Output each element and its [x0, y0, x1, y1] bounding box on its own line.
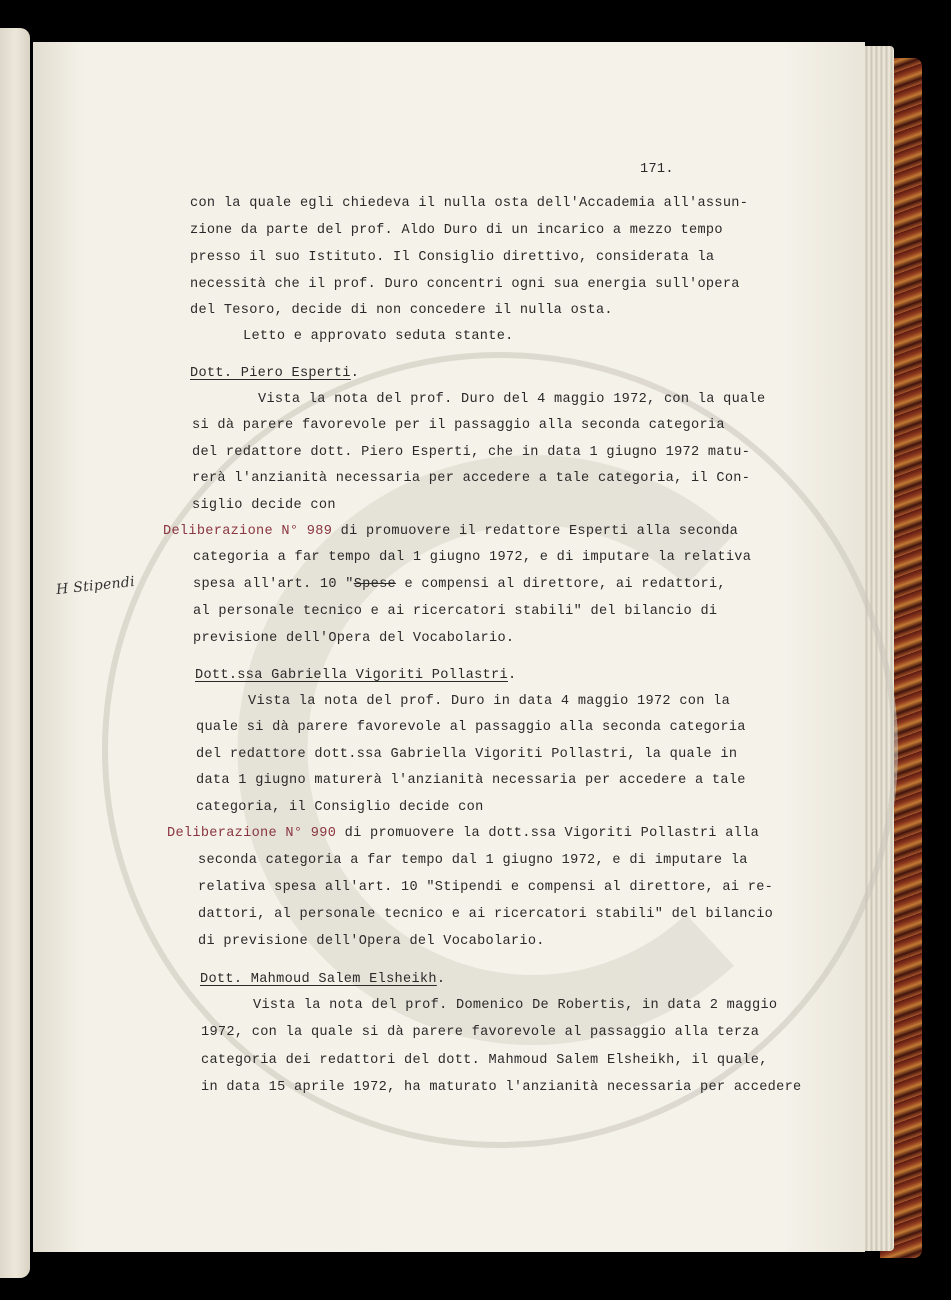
text-line: al personale tecnico e ai ricercatori stabili" del bilancio di — [193, 604, 718, 619]
text-line: siglio decide con — [192, 498, 336, 513]
page-number: 171. — [640, 162, 674, 177]
text-line: con la quale egli chiedeva il nulla osta dell'Accademia all'assun- — [190, 196, 749, 211]
text-line: di previsione dell'Opera del Vocabolario. — [198, 934, 545, 949]
deliberation-line — [163, 524, 738, 540]
text-line: in data 15 aprile 1972, ha maturato l'anzianità necessaria per accedere — [201, 1080, 802, 1095]
deliberation-text: di promuovere la dott.ssa Vigoriti Pollastri alla — [344, 826, 760, 841]
text-line: Letto e approvato seduta stante. — [243, 329, 514, 344]
text-line: categoria dei redattori del dott. Mahmoud Salem Elsheikh, il quale, — [201, 1053, 768, 1068]
deliberation-line — [167, 826, 759, 842]
deliberation-label: Deliberazione N° 990 — [167, 826, 337, 841]
section-heading-text: Dott. Piero Esperti — [190, 366, 351, 381]
text-line: data 1 giugno maturerà l'anzianità necessaria per accedere a tale — [196, 773, 746, 788]
section-heading-text: Dott. Mahmoud Salem Elsheikh — [200, 972, 437, 987]
text-fragment: spesa all'art. 10 " — [193, 577, 354, 592]
text-line: quale si dà parere favorevole al passaggio alla seconda categoria — [196, 720, 746, 735]
text-line: presso il suo Istituto. Il Consiglio direttivo, considerata la — [190, 250, 715, 265]
deliberation-text: di promuovere il redattore Esperti alla seconda — [340, 524, 739, 539]
text-line: Vista la nota del prof. Domenico De Robertis, in data 2 maggio — [253, 998, 778, 1013]
text-line — [193, 577, 726, 593]
struck-word: Spese — [353, 577, 396, 592]
text-line: 1972, con la quale si dà parere favorevole al passaggio alla terza — [201, 1025, 760, 1040]
text-line: del redattore dott. Piero Esperti, che in data 1 giugno 1972 matu- — [192, 445, 751, 460]
text-line: necessità che il prof. Duro concentri ogni sua energia sull'opera — [190, 277, 740, 292]
text-line: si dà parere favorevole per il passaggio alla seconda categoria — [192, 418, 725, 433]
section-heading-text: Dott.ssa Gabriella Vigoriti Pollastri — [195, 668, 508, 683]
section-heading: Dott. Piero Esperti. — [190, 366, 360, 381]
text-line: dattori, al personale tecnico e ai ricercatori stabili" del bilancio — [198, 907, 774, 922]
deliberation-label: Deliberazione N° 989 — [163, 524, 333, 539]
text-line: Vista la nota del prof. Duro in data 4 maggio 1972 con la — [248, 694, 731, 709]
text-line: del redattore dott.ssa Gabriella Vigoriti Pollastri, la quale in — [196, 747, 738, 762]
text-line: categoria, il Consiglio decide con — [196, 800, 484, 815]
text-line: seconda categoria a far tempo dal 1 giugno 1972, e di imputare la — [198, 853, 748, 868]
section-heading: Dott.ssa Gabriella Vigoriti Pollastri. — [195, 668, 517, 683]
text-fragment: e compensi al direttore, ai redattori, — [404, 577, 726, 592]
text-line: Vista la nota del prof. Duro del 4 maggio 1972, con la quale — [258, 392, 766, 407]
handwritten-margin-note: H Stipendi — [55, 573, 136, 599]
text-line: categoria a far tempo dal 1 giugno 1972, e di imputare la relativa — [193, 550, 752, 565]
text-line: del Tesoro, decide di non concedere il nulla osta. — [190, 303, 613, 318]
text-line: relativa spesa all'art. 10 "Stipendi e compensi al direttore, ai re- — [198, 880, 774, 895]
section-heading: Dott. Mahmoud Salem Elsheikh. — [200, 972, 446, 987]
text-line: zione da parte del prof. Aldo Duro di un incarico a mezzo tempo — [190, 223, 723, 238]
text-line: rerà l'anzianità necessaria per accedere a tale categoria, il Con- — [192, 471, 751, 486]
text-line: previsione dell'Opera del Vocabolario. — [193, 631, 515, 646]
